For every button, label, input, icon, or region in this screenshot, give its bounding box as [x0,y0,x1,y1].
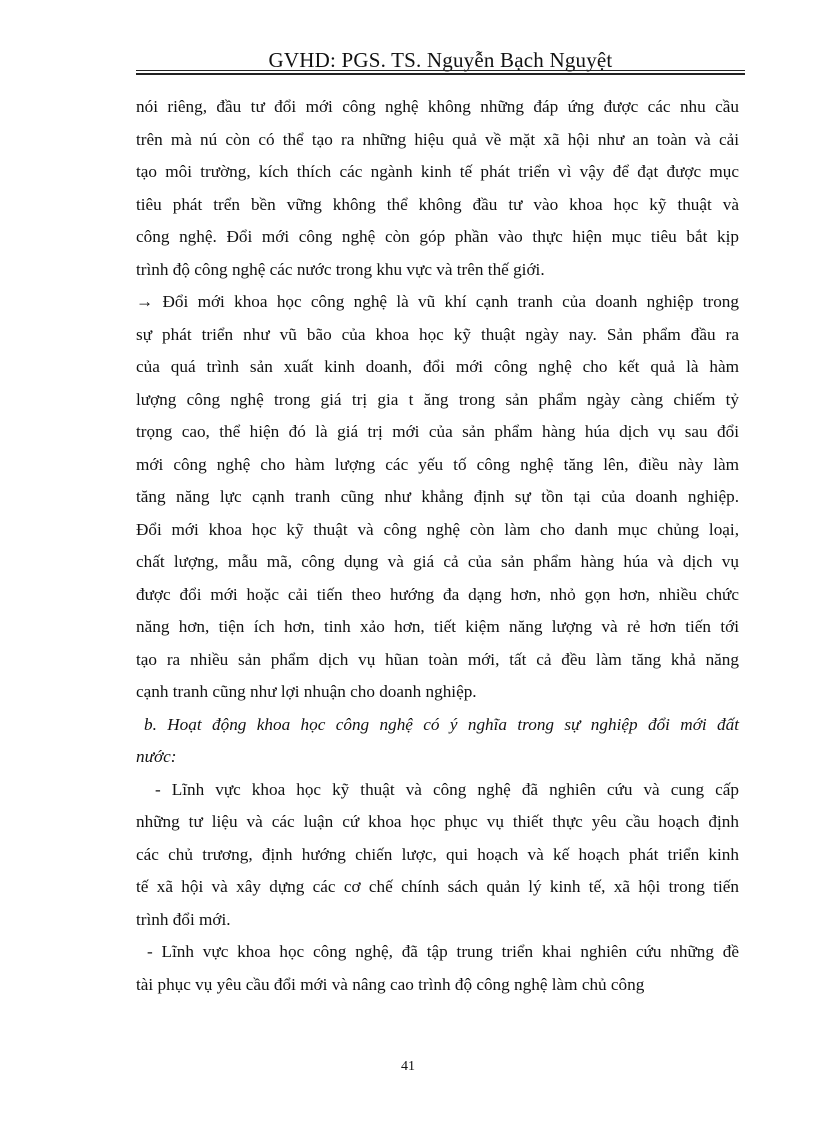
text-line: nói riêng, đầu tư đổi mới công nghệ không những đáp ứng được các nhu cầu [136,97,739,116]
text-line: chất lượng, mẫu mã, công dụng và giá cả của sản phẩm hàng húa và dịch vụ [136,552,739,571]
text-line: lượng công nghệ trong giá trị gia t ăng trong sản phẩm ngày càng chiếm tỷ [136,389,739,409]
text-line: → Đổi mới khoa học công nghệ là vũ khí cạnh tranh của doanh nghiệp trong [136,292,739,311]
text-line: của quá trình sản xuất kinh doanh, đổi mới công nghệ cho kết quả là hàm [136,357,739,376]
text-line: tài phục vụ yêu cầu đổi mới và nâng cao trình độ công nghệ làm chủ công [136,974,645,994]
text-line: trình độ công nghệ các nước trong khu vực và trên thế giới. [136,259,545,279]
header-rule-thin [136,70,745,71]
text-line: tế xã hội và xây dựng các cơ chế chính sách quản lý kinh tế, xã hội trong tiến [136,877,739,896]
text-line: tạo ra nhiều sản phẩm dịch vụ hũan toàn mới, tất cả đều làm tăng khả năng [136,649,739,669]
text-line: trọng cao, thể hiện đó là giá trị mới của sản phẩm hàng húa dịch vụ sau đổi [136,422,739,441]
text-line: được đổi mới hoặc cải tiến theo hướng đa dạng hơn, nhỏ gọn hơn, nhiều chức [136,584,739,604]
header-rule-thick [136,73,745,75]
text-line: trên mà nú còn có thể tạo ra những hiệu quả về mặt xã hội như an toàn và cải [136,129,739,149]
text-line: trình đổi mới. [136,909,231,929]
text-line: công nghệ. Đổi mới công nghệ còn góp phần vào thực hiện mục tiêu bắt kịp [136,227,739,246]
section-heading-line: b. Hoạt động khoa học công nghệ có ý nghĩa trong sự nghiệp đổi mới đất [144,714,739,734]
text-line: tăng năng lực cạnh tranh cũng như khẳng định sự tồn tại của doanh nghiệp. [136,487,739,506]
text-line: mới công nghệ cho hàm lượng các yếu tố công nghệ tăng lên, điều này làm [136,454,739,474]
section-heading-line: nước: [136,747,177,766]
text-line: các chủ trương, định hướng chiến lược, qui hoạch và kế hoạch phát triển kinh [136,844,739,864]
text-line: Đổi mới khoa học kỹ thuật và công nghệ còn làm cho danh mục chủng loại, [136,519,739,539]
text-line: tiêu phát trển bền vững không thể không đầu tư vào khoa học kỹ thuật và [136,194,739,214]
page-header-title: GVHD: PGS. TS. Nguyễn Bạch Nguyệt [268,48,613,72]
text-line: tạo môi trường, kích thích các ngành kinh tế phát triển vì vậy để đạt được mục [136,162,739,181]
page-number: 41 [401,1059,415,1074]
text-line: - Lĩnh vực khoa học kỹ thuật và công nghệ đã nghiên cứu và cung cấp [155,779,739,799]
text-line: cạnh tranh cũng như lợi nhuận cho doanh nghiệp. [136,682,477,701]
text-line: - Lĩnh vực khoa học công nghệ, đã tập trung triển khai nghiên cứu những đề [147,942,739,961]
text-line: năng hơn, tiện ích hơn, tinh xảo hơn, tiết kiệm năng lượng và rẻ hơn tiến tới [136,617,739,636]
text-line: những tư liệu và các luận cứ khoa học phục vụ thiết thực yêu cầu hoạch định [136,812,739,831]
document-body [136,91,739,1001]
text-line: sự phát triển như vũ bão của khoa học kỹ thuật ngày nay. Sản phẩm đầu ra [136,324,739,344]
